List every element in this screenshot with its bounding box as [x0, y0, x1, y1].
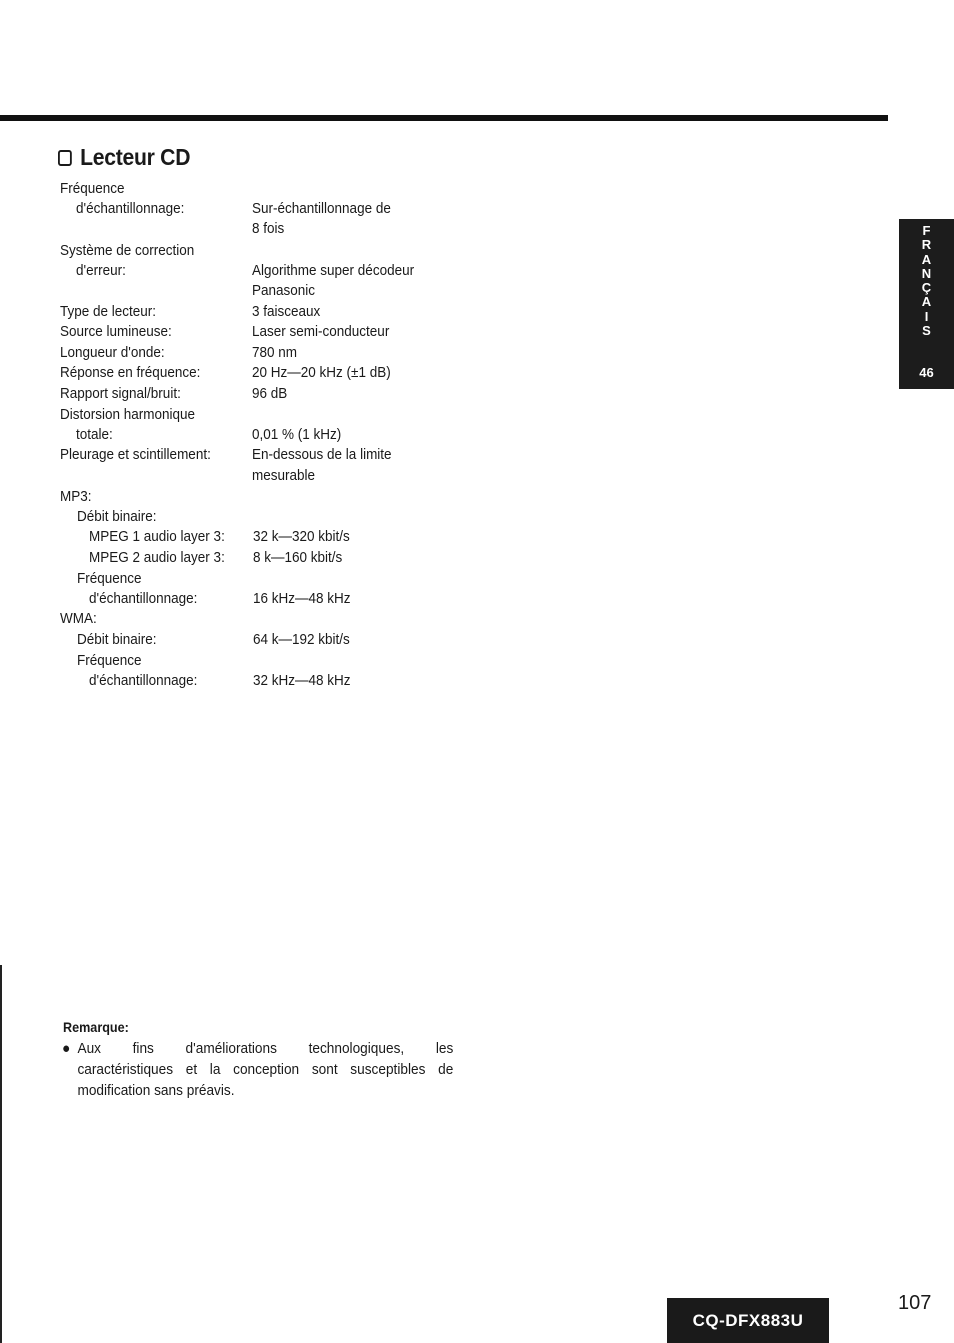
- spec-label: d'erreur:: [76, 262, 126, 279]
- page-number: 107: [898, 1292, 932, 1314]
- note-line-rest: caractéristiques et la conception sont susceptibles de modification sans préavis.: [77, 1061, 454, 1099]
- spec-label: d'échantillonnage:: [76, 200, 185, 217]
- binding-edge-line: [0, 965, 2, 1343]
- checkbox-icon: [58, 150, 72, 166]
- spec-label: Débit binaire:: [77, 631, 157, 648]
- note-line-1: Aux fins d'améliorations technologiques, les: [77, 1040, 454, 1057]
- spec-label: Rapport signal/bruit:: [60, 385, 181, 402]
- spec-value: Algorithme super décodeur: [252, 262, 415, 279]
- language-tab-letter: A: [921, 251, 932, 267]
- spec-value: Panasonic: [252, 282, 316, 299]
- spec-value: 0,01 % (1 kHz): [252, 426, 342, 443]
- spec-value: 20 Hz—20 kHz (±1 dB): [252, 364, 391, 381]
- spec-label: Distorsion harmonique: [60, 406, 196, 423]
- top-rule: [0, 115, 888, 121]
- spec-value: 8 fois: [252, 220, 285, 237]
- spec-label: MPEG 1 audio layer 3:: [89, 528, 225, 545]
- spec-label: d'échantillonnage:: [89, 672, 198, 689]
- spec-label: totale:: [76, 426, 113, 443]
- language-tab-page: 46: [919, 365, 934, 380]
- spec-value: 8 k—160 kbit/s: [253, 549, 343, 566]
- spec-label: Source lumineuse:: [60, 323, 172, 340]
- spec-value: Laser semi-conducteur: [252, 323, 390, 340]
- note-body: [62, 1038, 453, 1101]
- spec-group-label: MP3:: [60, 488, 92, 505]
- section-title: [58, 144, 190, 171]
- spec-label: Système de correction: [60, 242, 195, 259]
- spec-value: Sur-échantillonnage de: [252, 200, 391, 217]
- note-text: [77, 1038, 453, 1101]
- bullet-icon: ●: [62, 1040, 71, 1057]
- spec-value: mesurable: [252, 467, 316, 484]
- spec-label: Débit binaire:: [77, 508, 157, 525]
- section-title-text: Lecteur CD: [80, 144, 191, 170]
- spec-value: 64 k—192 kbit/s: [253, 631, 350, 648]
- language-tab-letter: N: [921, 265, 932, 281]
- language-tab: [899, 219, 954, 389]
- language-tab-letter: Ç: [921, 280, 932, 296]
- spec-value: 16 kHz—48 kHz: [253, 590, 351, 607]
- spec-label: Fréquence: [77, 570, 142, 587]
- spec-label: Réponse en fréquence:: [60, 364, 201, 381]
- spec-label: Pleurage et scintillement:: [60, 446, 211, 463]
- spec-label: Fréquence: [60, 180, 125, 197]
- language-tab-letter: F: [922, 223, 931, 238]
- spec-label: Longueur d'onde:: [60, 344, 165, 361]
- spec-label: Fréquence: [77, 652, 142, 669]
- spec-value: 780 nm: [252, 344, 298, 361]
- language-tab-letter: I: [924, 308, 929, 324]
- spec-group-label: WMA:: [60, 610, 97, 627]
- note-title: Remarque:: [63, 1019, 129, 1035]
- language-tab-letter: A: [921, 294, 932, 310]
- spec-value: 32 k—320 kbit/s: [253, 528, 350, 545]
- spec-value: 96 dB: [252, 385, 288, 402]
- spec-label: MPEG 2 audio layer 3:: [89, 549, 225, 566]
- model-label: CQ-DFX883U: [667, 1298, 829, 1343]
- language-tab-letter: R: [921, 237, 932, 253]
- language-tab-letter: S: [922, 323, 931, 339]
- language-tab-letters: [899, 224, 954, 338]
- spec-label: Type de lecteur:: [60, 303, 157, 320]
- spec-value: En-dessous de la limite: [252, 446, 392, 463]
- spec-value: 32 kHz—48 kHz: [253, 672, 351, 689]
- spec-value: 3 faisceaux: [252, 303, 321, 320]
- spec-label: d'échantillonnage:: [89, 590, 198, 607]
